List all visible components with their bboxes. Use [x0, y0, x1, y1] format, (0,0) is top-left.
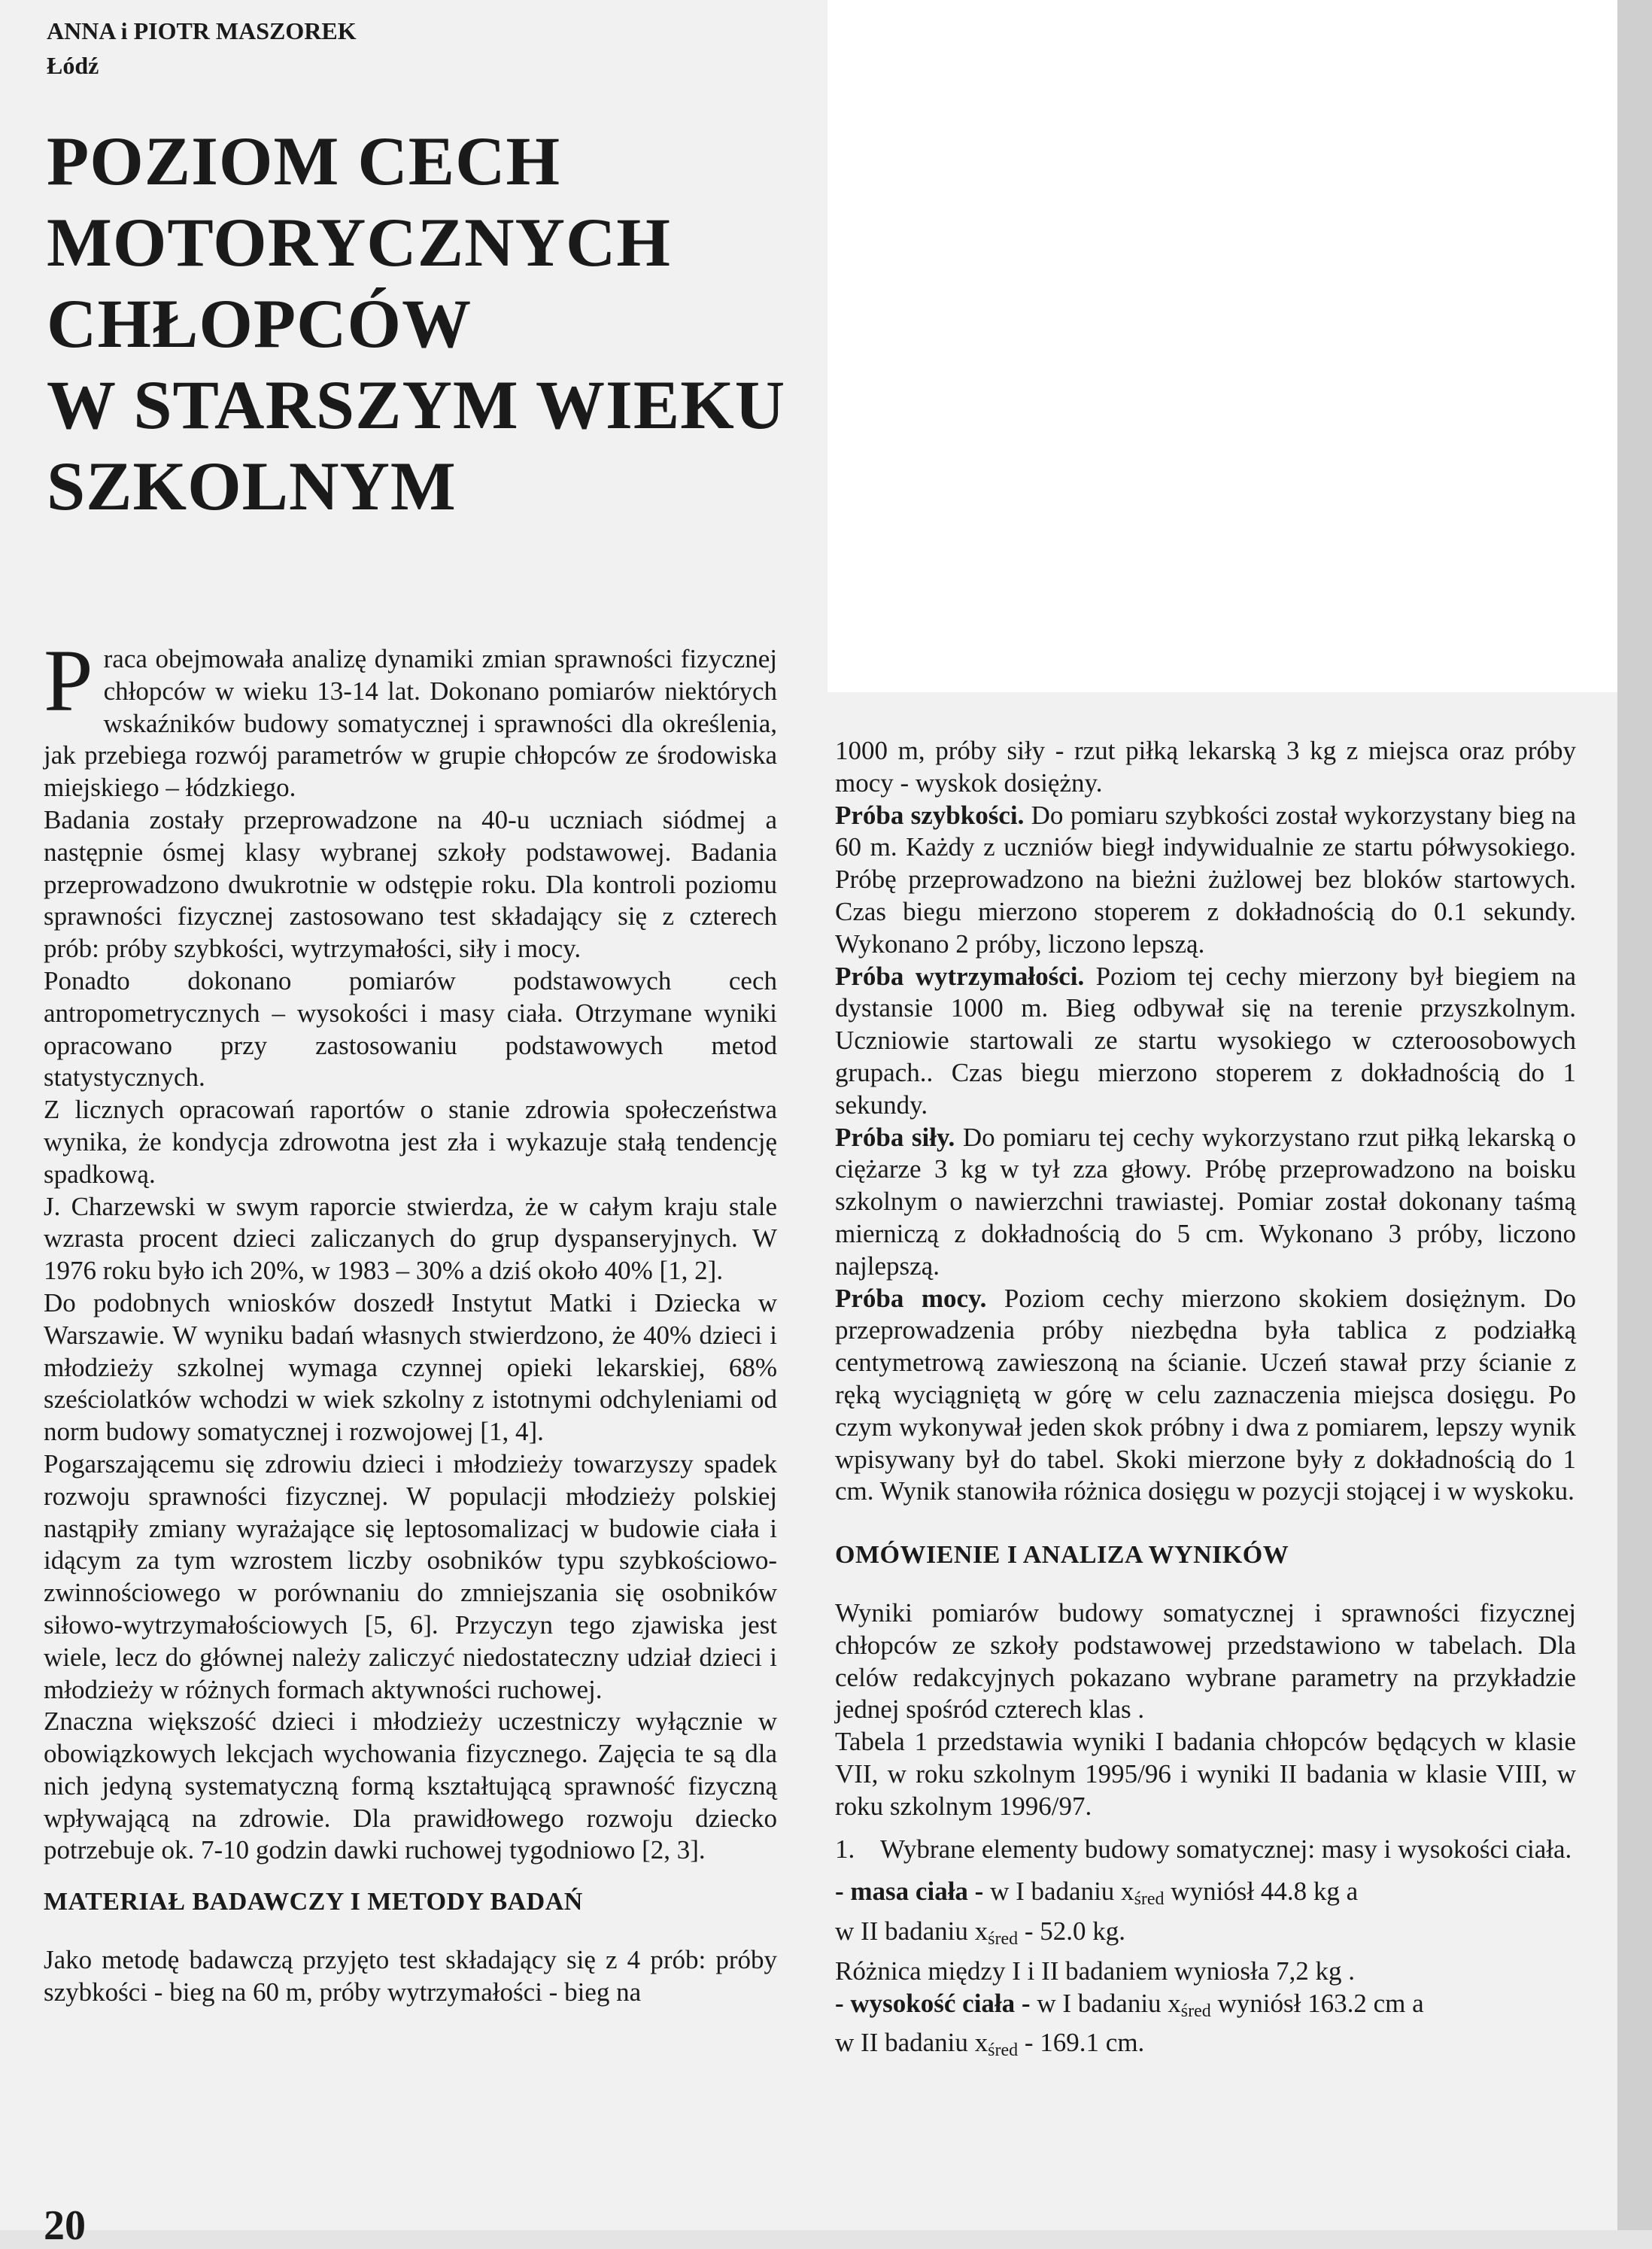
mass-line: [835, 1876, 1576, 1916]
height-label: - wysokość ciała -: [835, 1988, 1031, 2018]
list-item: [835, 1834, 1576, 1866]
intro-paragraph: [44, 631, 777, 804]
page-edge: [1617, 0, 1652, 2230]
mass-label: - masa ciała -: [835, 1877, 984, 1907]
body-paragraph: Tabela 1 przedstawia wyniki I badania chłopców będących w klasie VII, w roku szkolnym 1995/96 i wyniki II badania w klasie VIII, w roku szkolnym 1996/97.: [835, 1727, 1576, 1821]
trial-lead: Próba wytrzymałości.: [835, 961, 1085, 991]
author-block: [47, 14, 357, 83]
height-text: w I badaniu x: [1030, 1988, 1181, 2018]
left-column: [44, 631, 777, 2009]
subscript: śred: [988, 1929, 1019, 1950]
difference-line: Różnica między I i II badaniem wyniosła 7,2 kg .: [835, 1956, 1356, 1986]
section-heading: MATERIAŁ BADAWCZY I METODY BADAŃ: [44, 1888, 583, 1916]
body-paragraph: Znaczna większość dzieci i młodzieży uczestniczy wyłącznie w obowiązkowych lekcjach wychowania fizycznego. Zajęcia te są dla nich jedyną systematyczną formą kształtującą sprawność fizyczną wpływającą na zdrowie. Dla prawidłowego rozwoju dziecko potrzebuje ok. 7-10 godzin dawki ruchowej tygodniowo [2, 3].: [44, 1707, 777, 1865]
city: Łódź: [47, 52, 99, 79]
trial-lead: Próba mocy.: [835, 1283, 987, 1313]
subscript: śred: [988, 2041, 1019, 2061]
height-line: [835, 2027, 1576, 2067]
list-number: 1.: [835, 1834, 855, 1864]
body-paragraph: J. Charzewski w swym raporcie stwierdza, że w całym kraju stale wzrasta procent dzieci zaliczanych do grup dyspanseryjnych. W 1976 roku było ich 20%, w 1983 – 30% a dziś około 40% [1, 2].: [44, 1191, 777, 1286]
spacer: [835, 1823, 1576, 1834]
trial-text: Poziom cechy mierzono skokiem dosiężnym. Do przeprowadzenia próby niezbędna była tablica z podziałką centymetrową zawieszoną na ścianie. Uczeń stawał przy ścianie z ręką wyciągniętą w górę w celu zaznaczenia miejsca dosięgu. Po czym wykonywał jeden skok próbny i dwa z pomiarem, lepszy wynik wpisywany był do tabel. Skoki mierzone były z dokładnością do 1 cm. Wynik stanowiła różnica dosięgu w pozycji stojącej i w wyskoku.: [835, 1283, 1576, 1506]
mass-text: w I badaniu x: [983, 1877, 1134, 1907]
trial-lead: Próba szybkości.: [835, 800, 1025, 830]
trial-lead: Próba siły.: [835, 1122, 955, 1152]
body-paragraph: Wyniki pomiarów budowy somatycznej i sprawności fizycznej chłopców ze szkoły podstawowej przedstawiono w tabelach. Dla celów redakcyjnych pokazano wybrane parametry na przykładzie jednej spośród czterech klas .: [835, 1597, 1576, 1725]
subscript: śred: [1134, 1889, 1165, 1910]
body-paragraph: 1000 m, próby siły - rzut piłką lekarską 3 kg z miejsca oraz próby mocy - wyskok dosiężny.: [835, 736, 1576, 798]
section-heading: OMÓWIENIE I ANALIZA WYNIKÓW: [835, 1541, 1289, 1570]
height-text: - 169.1 cm.: [1018, 2028, 1145, 2058]
authors: ANNA i PIOTR MASZOREK: [47, 17, 357, 44]
list-text: Wybrane elementy budowy somatycznej: masy i wysokości ciała.: [880, 1834, 1572, 1864]
article-title: [47, 120, 799, 527]
trial-text: Do pomiaru tej cechy wykorzystano rzut piłką lekarską o ciężarze 3 kg w tył zza głowy. Próbę przeprowadzono na boisku szkolnym o nawierzchni trawiastej. Pomiar został dokonany taśmą mierniczą z dokładnością do 5 cm. Wykonano 3 próby, liczono najlepszą.: [835, 1122, 1576, 1281]
trial-text: Poziom tej cechy mierzony był biegiem na dystansie 1000 m. Bieg odbywał się na terenie przyszkolnym. Uczniowie startowali ze startu wysokiego w czteroosobowych grupach.. Czas biegu mierzono stoperem z dokładnością do 1 sekundy.: [835, 961, 1576, 1120]
body-paragraph: Do podobnych wniosków doszedł Instytut Matki i Dziecka w Warszawie. W wyniku badań własnych stwierdzono, że 40% dzieci i młodzieży szkolnej wymaga czynnej opieki lekarskiej, 68% sześciolatków wchodzi w wiek szkolny z istotnymi odchyleniami od norm budowy somatycznej i rozwojowej [1, 4].: [44, 1287, 777, 1447]
title-line: W STARSZYM WIEKU: [47, 366, 786, 443]
trial-paragraph: [835, 1122, 1576, 1283]
title-line: CHŁOPCÓW: [47, 285, 472, 362]
photo-area: [828, 0, 1625, 692]
trial-paragraph: [835, 800, 1576, 961]
page-number: 20: [44, 2202, 86, 2249]
title-line: SZKOLNYM: [47, 448, 457, 524]
drop-cap: P: [44, 631, 93, 730]
trial-text: Do pomiaru szybkości został wykorzystany bieg na 60 m. Każdy z uczniów biegł indywidualnie ze startu półwysokiego. Próbę przeprowadzono na bieżni żużlowej bez bloków startowych. Czas biegu mierzono stoperem z dokładnością do 0.1 sekundy. Wykonano 2 próby, liczono lepszą.: [835, 800, 1576, 959]
mass-text: w II badaniu x: [835, 1916, 988, 1947]
height-text: wyniósł 163.2 cm a: [1210, 1988, 1424, 2018]
body-paragraph: Badania zostały przeprowadzone na 40-u uczniach siódmej a następnie ósmej klasy wybranej szkoły podstawowej. Badania przeprowadzono dwukrotnie w odstępie roku. Dla kontroli poziomu sprawności fizycznej zastosowano test składający się z czterech prób: próby szybkości, wytrzymałości, siły i mocy.: [44, 804, 777, 964]
body-paragraph: Pogarszającemu się zdrowiu dzieci i młodzieży towarzyszy spadek rozwoju sprawności fizycznej. W populacji młodzieży polskiej nastąpiły zmiany wyrażające się leptosomalizacj w budowie ciała i idącym za tym wzrostem liczby osobników typu szybkościowo-zwinnościowego w porównaniu do zmniejszania się osobników siłowo-wytrzymałościowych [5, 6]. Przyczyn tego zjawiska jest wiele, lecz do głównej należy zaliczyć niedostateczny udział dzieci i młodzieży w różnych formach aktywności ruchowej.: [44, 1448, 777, 1704]
right-column: [835, 735, 1576, 2067]
body-paragraph: Jako metodę badawczą przyjęto test składający się z 4 prób: próby szybkości - bieg na 60 m, próby wytrzymałości - bieg na: [44, 1945, 777, 2007]
spacer: [835, 1865, 1576, 1876]
trial-paragraph: [835, 961, 1576, 1122]
mass-text: - 52.0 kg.: [1018, 1916, 1126, 1947]
body-paragraph: Z licznych opracowań raportów o stanie zdrowia społeczeństwa wynika, że kondycja zdrowotna jest zła i wykazuje stałą tendencję spadkową.: [44, 1095, 777, 1189]
title-line: MOTORYCZNYCH: [47, 204, 671, 281]
body-paragraph: Ponadto dokonano pomiarów podstawowych cech antropometrycznych – wysokości i masy ciała. Otrzymane wyniki opracowano przy zastosowaniu podstawowych metod statystycznych.: [44, 965, 777, 1093]
height-line: [835, 1988, 1576, 2028]
intro-text: raca obejmowała analizę dynamiki zmian sprawności fizycznej chłopców w wieku 13-14 lat. Dokonano pomiarów niektórych wskaźników budowy somatycznej i sprawności dla określenia, jak przebiega rozwój parametrów w grupie chłopców ze środowiska miejskiego – łódzkiego.: [44, 644, 777, 803]
title-line: POZIOM CECH: [47, 123, 561, 199]
mass-text: wyniósł 44.8 kg a: [1164, 1877, 1359, 1907]
height-text: w II badaniu x: [835, 2028, 988, 2058]
subscript: śred: [1180, 2001, 1211, 2021]
trial-paragraph: [835, 1283, 1576, 1509]
mass-line: [835, 1916, 1576, 1956]
